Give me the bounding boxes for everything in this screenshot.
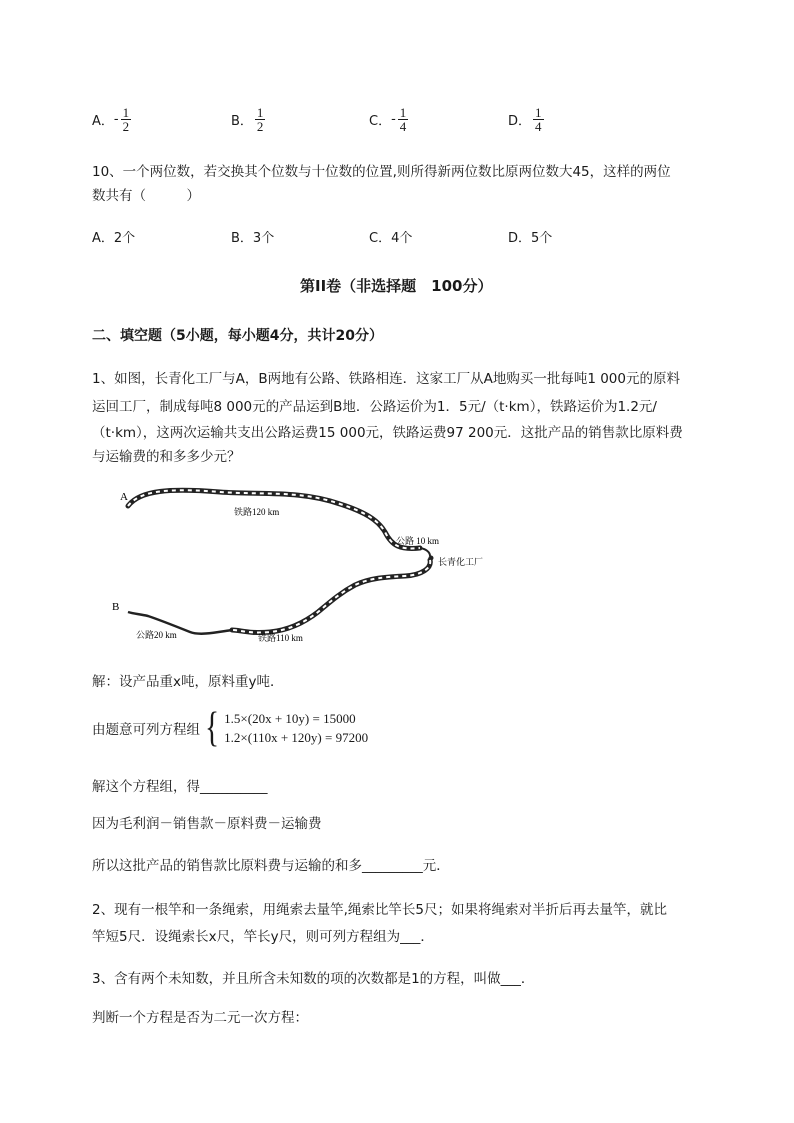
- problem-2-line2: 竿短5尺．设绳索长x尺，竿长y尺，则可列方程组为___．: [92, 929, 434, 945]
- option-c-label: C．: [369, 114, 392, 129]
- problem-3-line1: 3、含有两个未知数，并且所含未知数的项的次数都是1的方程，叫做___．: [92, 971, 535, 987]
- option-b-fraction: [255, 106, 266, 133]
- map-label-rail-bottom: 铁路110 km: [258, 633, 303, 643]
- solution-solve-line: 解这个方程组，得__________: [92, 779, 268, 795]
- map-label-road-top: 公路 10 km: [396, 536, 440, 546]
- left-brace: {: [205, 705, 220, 751]
- problem-1-line3: （t·km），这两次运输共支出公路运费15 000元，铁路运费97 200元．这批产品的销售款比原料费: [92, 425, 683, 441]
- option-d-label: D．: [508, 114, 532, 129]
- rail-route-a: [128, 490, 420, 548]
- option-c-fraction: [398, 106, 409, 133]
- solution-so-line: 所以这批产品的销售款比原料费与运输的和多_________元．: [92, 858, 450, 874]
- option-b-numerator: 1: [256, 105, 264, 120]
- option-b: [231, 106, 265, 133]
- option-a-sign: -: [113, 112, 119, 127]
- map-label-rail-top: 铁路120 km: [234, 507, 280, 517]
- option-c-sign: -: [391, 112, 396, 127]
- option-a-label: A．: [92, 114, 114, 129]
- map-label-a: A: [120, 491, 128, 503]
- option-d: [508, 106, 544, 133]
- question-10-option-a: A．2个: [92, 231, 136, 246]
- rail-route-b: [232, 560, 430, 633]
- option-b-label: B．: [231, 114, 253, 129]
- equation-1: 1.5×(20x + 10y) = 15000: [224, 711, 356, 726]
- equation-lines: [224, 709, 368, 747]
- system-intro: 由题意可列方程组: [92, 722, 200, 738]
- road-route-top: [420, 548, 430, 556]
- equation-system: [92, 707, 368, 749]
- option-a-numerator: 1: [122, 105, 130, 120]
- question-10-option-b: B．3个: [231, 231, 275, 246]
- problem-3-line2: 判断一个方程是否为二元一次方程：: [92, 1010, 308, 1026]
- option-b-denominator: 2: [256, 119, 264, 134]
- question-10-line1: 10、一个两位数，若交换其个位数与十位数的位置,则所得新两位数比原两位数大45，这样的两位: [92, 164, 671, 180]
- option-a-denominator: 2: [122, 119, 130, 134]
- section-2-heading: 二、填空题（5小题，每小题4分，共计20分）: [92, 328, 383, 344]
- option-c-denominator: 4: [399, 119, 407, 134]
- option-a: [92, 106, 131, 133]
- question-10-line2: 数共有（ ）: [92, 188, 200, 204]
- option-c: [369, 106, 408, 133]
- option-d-fraction: [533, 106, 544, 133]
- problem-1-line4: 与运输费的和多多少元？: [92, 449, 241, 465]
- problem-1-line1: 1、如图，长青化工厂与A，B两地有公路、铁路相连．这家工厂从A地购买一批每吨1 000元的原料: [92, 371, 680, 387]
- equation-2: 1.2×(110x + 120y) = 97200: [224, 730, 369, 745]
- option-a-fraction: [121, 106, 132, 133]
- solution-profit-line: 因为毛利润－销售款－原料费－运输费: [92, 816, 322, 832]
- solution-let-line: 解：设产品重x吨，原料重y吨．: [92, 674, 284, 690]
- option-c-numerator: 1: [399, 105, 407, 120]
- map-label-factory: 长青化工厂: [438, 557, 484, 567]
- map-label-b: B: [112, 601, 120, 613]
- problem-2-line1: 2、现有一根竿和一条绳索，用绳索去量竿,绳索比竿长5尺；如果将绳索对半折后再去量竿，就比: [92, 902, 667, 918]
- question-10-option-c: C．4个: [369, 231, 413, 246]
- route-map-figure: [100, 480, 500, 650]
- map-label-road-bottom: 公路20 km: [136, 630, 177, 640]
- option-d-numerator: 1: [535, 105, 542, 120]
- question-10-option-d: D．5个: [508, 231, 553, 246]
- option-d-denominator: 4: [535, 119, 542, 134]
- part-2-title: 第II卷（非选择题 100分）: [300, 277, 493, 295]
- problem-1-line2: 运回工厂，制成每吨8 000元的产品运到B地．公路运价为1．5元/（t·km），铁路运价为1.2元/: [92, 399, 657, 415]
